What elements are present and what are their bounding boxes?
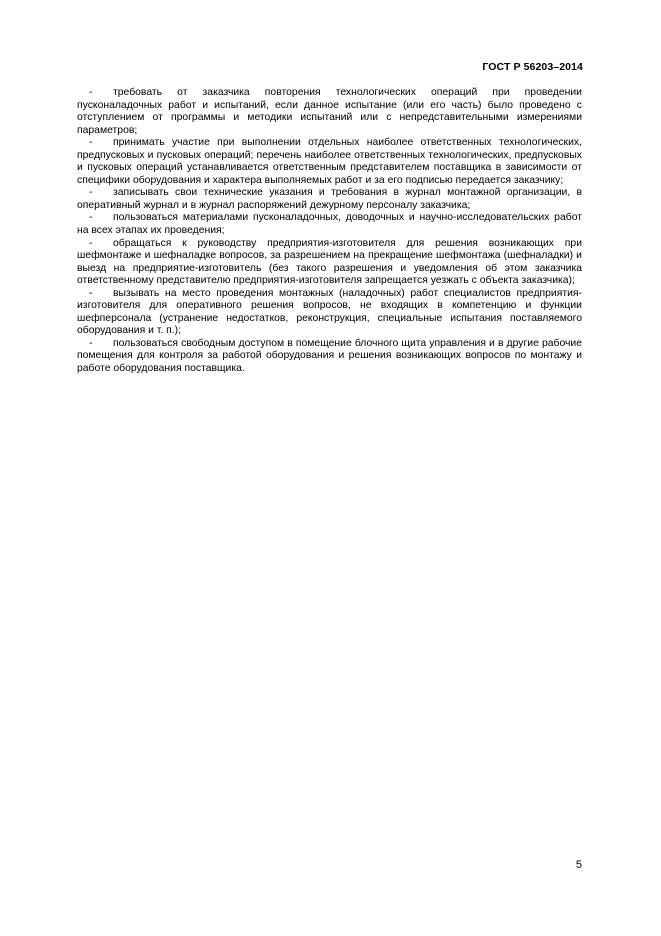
- list-item: [77, 187, 582, 212]
- list-item-text: пользоваться материалами пусконаладочных, доводочных и научно-исследовательских работ на всех этапах их проведения;: [77, 212, 582, 237]
- list-item-text: пользоваться свободным доступом в помещение блочного щита управления и в другие рабочие помещения для контроля за работой оборудования и решения возникающих вопросов по монтажу и работе оборудования поставщика.: [77, 337, 582, 375]
- list-item: [77, 338, 582, 376]
- page-number: 5: [575, 859, 582, 871]
- list-item-text: требовать от заказчика повторения технологических операций при проведении пусконаладочных работ и испытаний, если данное испытание (или его часть) было проведено с отступлением от программы и методики испытаний или с непредставительными измерениями параметров;: [77, 87, 582, 136]
- list-marker: -: [89, 187, 93, 199]
- list-item-text: принимать участие при выполнении отдельных наиболее ответственных технологических, предпусковых и пусковых операций; перечень наиболее ответственных технологических, предпусковых и пусковых операций устанавливается ответственным представителем поставщика в зависимости от специфики оборудования и характера выполняемых работ и за его подписью передается заказчику;: [77, 137, 582, 186]
- list-item: [77, 212, 582, 237]
- list-item: [77, 137, 582, 187]
- document-code: ГОСТ Р 56203–2014: [482, 61, 583, 73]
- list-item: [77, 288, 582, 338]
- list-item-text: вызывать на место проведения монтажных (наладочных) работ специалистов предприятия-изготовителя для оперативного решения вопросов, не входящих в компетенцию и функции шефперсонала (устранение недостатков, реконструкция, специальные испытания поставляемого оборудования и т. п.);: [77, 287, 582, 337]
- list-item-text: записывать свои технические указания и требования в журнал монтажной организации, в оперативный журнал и в журнал распоряжений дежурному персоналу заказчика;: [77, 187, 582, 211]
- rights-list: [77, 87, 582, 376]
- list-item: [77, 238, 582, 288]
- list-marker: -: [89, 212, 93, 224]
- list-item-text: обращаться к руководству предприятия-изготовителя для решения возникающих при шефмонтаже и шефналадке вопросов, за разрешением на прекращение шефмонтажа (шефналадки) и выезд на предприятие-изготовитель (без такого разрешения и уведомления об этом заказчика ответственному представителю предприятия-изготовителя запрещается уезжать с объекта заказчика);: [77, 237, 582, 287]
- list-marker: -: [89, 237, 93, 249]
- list-marker: -: [89, 87, 93, 98]
- list-marker: -: [89, 137, 93, 149]
- list-item: [77, 87, 582, 137]
- list-marker: -: [89, 337, 93, 349]
- list-marker: -: [89, 287, 93, 299]
